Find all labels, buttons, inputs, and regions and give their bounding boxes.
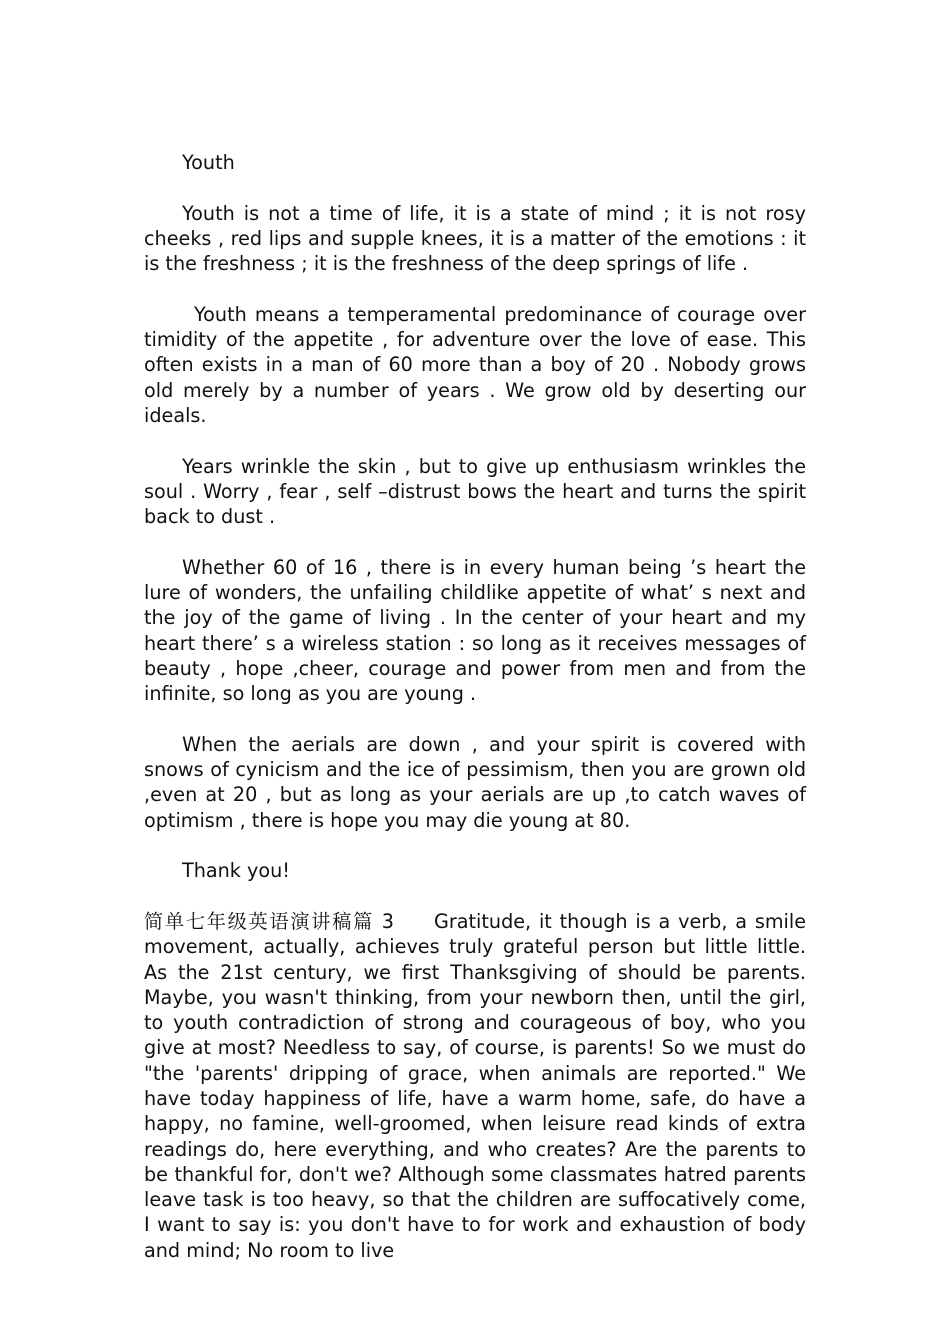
- section-3-body: Gratitude, it though is a verb, a smile movement, actually, achieves truly grateful person but little little. As the 21st century, we first Thanksgiving of should be parents. Maybe, you wasn't thinking, from your newborn then, until the girl, to youth contradiction of strong and courageous of boy, who you give at most? Needless to say, of course, is parents! So we must do "the 'parents' dripping of grace, when animals are reported." We have today happiness of life, have a warm home, safe, do have a happy, no famine, well-groomed, when leisure read kinds of extra readings do, here everything, and who creates? Are the parents to be thankful for, don't we? Although some classmates hatred parents leave task is too heavy, so that the children are suffocatively come, I want to say is: you don't have to for work and exhaustion of body and mind; No room to live: [144, 909, 806, 1262]
- document-body: [144, 150, 806, 1288]
- paragraph-4: Whether 60 of 16 , there is in every human being ’s heart the lure of wonders, the unfailing childlike appetite of what’ s next and the joy of the game of living . In the center of your heart and my heart there’ s a wireless station : so long as it receives messages of beauty , hope ,cheer, courage and power from men and from the infinite, so long as you are young .: [144, 555, 806, 706]
- paragraph-1: Youth is not a time of life, it is a state of mind ; it is not rosy cheeks , red lips and supple knees, it is a matter of the emotions : it is the freshness ; it is the freshness of the deep springs of life .: [144, 201, 806, 276]
- section-3-paragraph: [144, 909, 806, 1263]
- section-3-heading: 简单七年级英语演讲稿篇 3: [144, 909, 395, 933]
- document-title: Youth: [182, 151, 235, 174]
- paragraph-5: When the aerials are down , and your spirit is covered with snows of cynicism and the ice of pessimism, then you are grown old ,even at 20 , but as long as your aerials are up ,to catch waves of optimism , there is hope you may die young at 80.: [144, 732, 806, 832]
- closing-line: Thank you!: [182, 859, 290, 883]
- paragraph-2: Youth means a temperamental predominance of courage over timidity of the appetite , for adventure over the love of ease. This often exists in a man of 60 more than a boy of 20 . Nobody grows old merely by a number of years . We grow old by deserting our ideals.: [144, 302, 806, 427]
- paragraph-3: Years wrinkle the skin , but to give up enthusiasm wrinkles the soul . Worry , fear , self –distrust bows the heart and turns the spirit back to dust .: [144, 454, 806, 529]
